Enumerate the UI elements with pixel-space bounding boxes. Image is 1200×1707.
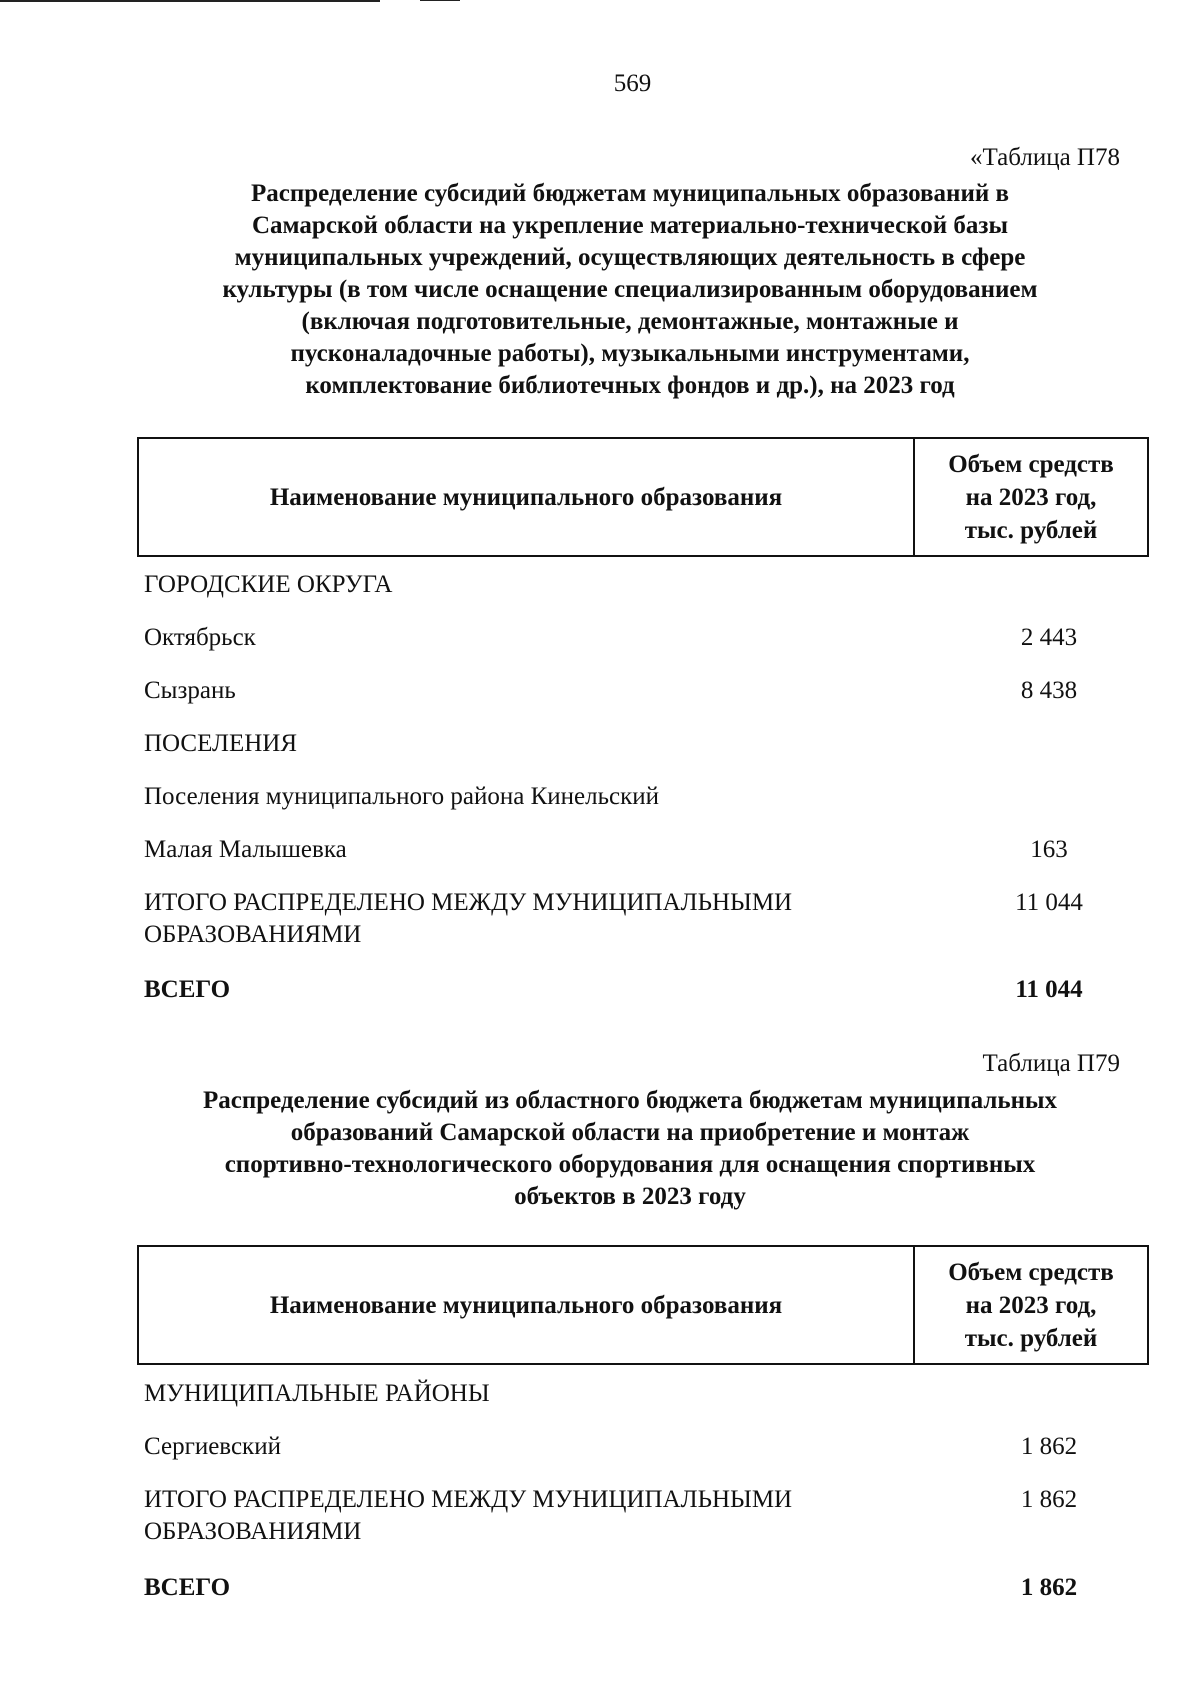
title-line: культуры (в том числе оснащение специализированным оборудованием — [222, 276, 1038, 303]
row-label: ПОСЕЛЕНИЯ — [144, 730, 298, 757]
label-line: ОБРАЗОВАНИЯМИ — [144, 1518, 362, 1545]
title-line: (включая подготовительные, демонтажные, монтажные и — [301, 308, 959, 335]
row-value: 1 862 — [1020, 1486, 1078, 1513]
row-label — [144, 887, 904, 951]
column-header-volume — [914, 438, 1148, 556]
row-value: 163 — [1030, 836, 1068, 863]
header-line: тыс. рублей — [964, 516, 1098, 544]
header-line: на 2023 год, — [965, 483, 1097, 511]
row-label: ВСЕГО — [144, 1574, 231, 1601]
table-title — [140, 1085, 1120, 1213]
title-line: комплектование библиотечных фондов и др.), на 2023 год — [305, 372, 955, 399]
title-line: объектов в 2023 году — [514, 1183, 746, 1210]
label-line: ОБРАЗОВАНИЯМИ — [144, 921, 362, 948]
label-line: ИТОГО РАСПРЕДЕЛЕНО МЕЖДУ МУНИЦИПАЛЬНЫМИ — [144, 1486, 793, 1513]
row-label: Поселения муниципального района Кинельский — [144, 783, 660, 810]
title-line: пусконаладочные работы), музыкальными инструментами, — [290, 340, 970, 367]
title-line: образований Самарской области на приобретение и монтаж — [290, 1119, 970, 1146]
column-header-name: Наименование муниципального образования — [138, 1246, 914, 1364]
row-label: Сергиевский — [144, 1433, 281, 1460]
row-label: МУНИЦИПАЛЬНЫЕ РАЙОНЫ — [144, 1380, 490, 1407]
header-line: на 2023 год, — [965, 1291, 1097, 1319]
title-line: Распределение субсидий бюджетам муниципальных образований в — [250, 180, 1010, 207]
title-line: Самарской области на укрепление материально-технической базы — [252, 212, 1008, 239]
scan-edge-line — [0, 0, 380, 2]
row-label — [144, 1484, 904, 1548]
row-value: 1 862 — [1020, 1574, 1078, 1601]
page-number: 569 — [613, 70, 652, 97]
header-line: Объем средств — [948, 450, 1114, 478]
table-header — [137, 437, 1149, 557]
title-line: спортивно-технологического оборудования для оснащения спортивных — [224, 1151, 1036, 1178]
row-label: Малая Малышевка — [144, 836, 347, 863]
row-label: Октябрьск — [144, 624, 256, 651]
scan-edge-line — [420, 0, 460, 1]
label-line: ИТОГО РАСПРЕДЕЛЕНО МЕЖДУ МУНИЦИПАЛЬНЫМИ — [144, 889, 793, 916]
title-line: Распределение субсидий из областного бюджета бюджетам муниципальных — [202, 1087, 1058, 1114]
title-line: муниципальных учреждений, осуществляющих деятельность в сфере — [234, 244, 1026, 271]
row-value: 2 443 — [1020, 624, 1078, 651]
row-value: 8 438 — [1020, 677, 1078, 704]
column-header-name: Наименование муниципального образования — [138, 438, 914, 556]
row-value: 1 862 — [1020, 1433, 1078, 1460]
row-label: ГОРОДСКИЕ ОКРУГА — [144, 571, 393, 598]
header-line: Объем средств — [948, 1258, 1114, 1286]
header-line: тыс. рублей — [964, 1324, 1098, 1352]
table-label: «Таблица П78 — [970, 144, 1120, 171]
table-label: Таблица П79 — [982, 1050, 1120, 1077]
table-title — [140, 178, 1120, 402]
row-value: 11 044 — [1015, 889, 1083, 916]
row-label: ВСЕГО — [144, 976, 231, 1003]
row-label: Сызрань — [144, 677, 236, 704]
row-value: 11 044 — [1015, 976, 1083, 1003]
table-header — [137, 1245, 1149, 1365]
column-header-volume — [914, 1246, 1148, 1364]
